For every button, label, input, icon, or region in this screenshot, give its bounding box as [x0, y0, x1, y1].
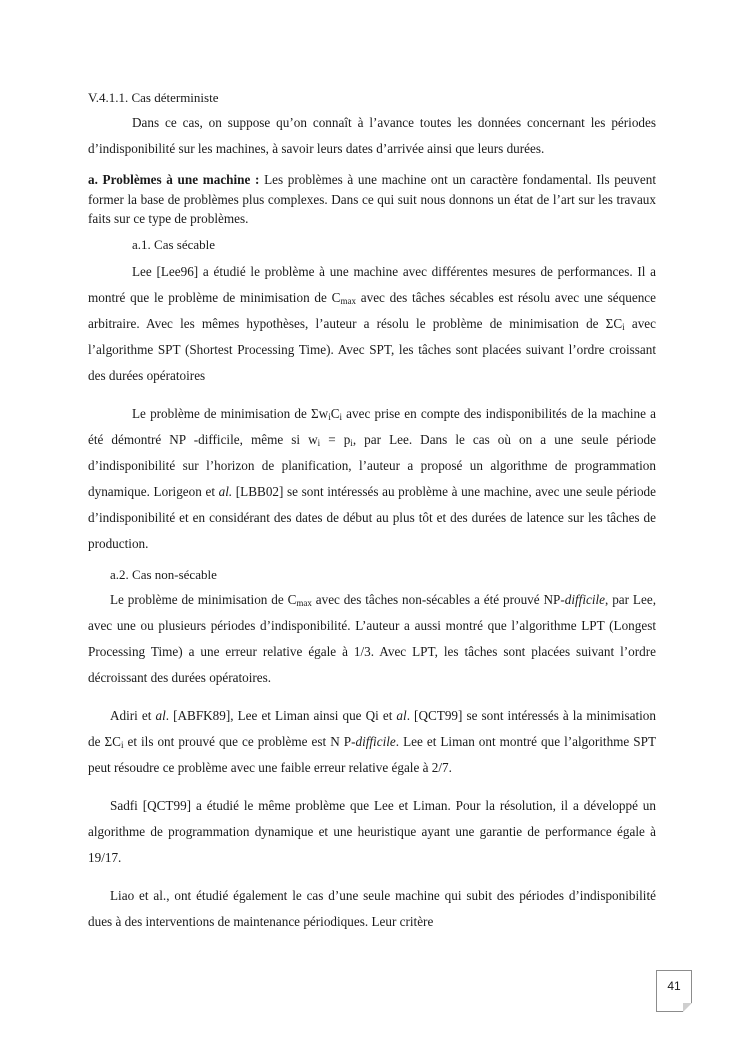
a2-paragraph-1: Le problème de minimisation de $C_{max}$ avec des tâches non-sécables a été prouvé NP-difficile, par Lee, avec une ou plusieurs périodes d’indisponibilité. L’auteur a aussi montré que l’algorithme LPT (Longest Processing Time) a une erreur relative égale à 1/3. Avec LPT, les tâches sont placées suivant l’ordre décroissant des durées opératoires.: [88, 591, 656, 685]
intro-paragraph: Dans ce cas, on suppose qu’on connaît à l’avance toutes les données concernant les périodes d’indisponibilité sur les machines, à savoir leurs dates d’arrivée ainsi que leurs durées.: [88, 115, 656, 156]
part-a-paragraph: [88, 170, 656, 229]
page-number-box: [656, 970, 692, 1012]
a1-paragraph-1: Lee [Lee96] a étudié le problème à une machine avec différentes mesures de performances. Il a montré que le problème de minimisation de $C_{max}$ avec des tâches sécables est résolu avec une séquence arbitraire. Avec les mêmes hypothèses, l’auteur a résolu le problème de minimisation de $\Sigma C_i$ avec l’algorithme SPT (Shortest Processing Time). Avec SPT, les tâches sont placées suivant l’ordre croissant des durées opératoires: [88, 263, 656, 383]
page-fold-icon: [683, 1003, 692, 1012]
document-page: [88, 88, 656, 935]
page-number: 41: [667, 979, 681, 993]
part-a-text: Les problèmes à une machine ont un caractère fondamental. Ils peuvent former la base de problèmes plus complexes. Dans ce qui suit nous donnons un état de l’art sur les travaux faits sur ce type de problèmes.: [88, 172, 656, 226]
part-a-title: a. Problèmes à une machine :: [88, 172, 260, 187]
section-heading: V.4.1.1. Cas déterministe: [88, 90, 219, 105]
a2-paragraph-3: Sadfi [QCT99] a étudié le même problème que Lee et Liman. Pour la résolution, il a développé un algorithme de programmation dynamique et une heuristique ayant une garantie de performance égale à 19/17.: [88, 797, 656, 865]
a1-paragraph-2: Le problème de minimisation de $\Sigma w_iC_i$ avec prise en compte des indisponibilités de la machine a été démontré NP -difficile, même si $w_i = p_i$, par Lee. Dans le cas où on a une seule période d’indisponibilité sur l’horizon de planification, l’auteur a proposé un algorithme de programmation dynamique. Lorigeon et al. [LBB02] se sont intéressés au problème à une machine, avec une seule période d’indisponibilité et en considérant des dates de début au plus tôt et des durées de latence sur les tâches de production.: [88, 405, 657, 551]
a2-heading: a.2. Cas non-sécable: [110, 566, 217, 582]
a1-heading: a.1. Cas sécable: [132, 236, 216, 252]
a2-paragraph-2: Adiri et al. [ABFK89], Lee et Liman ainsi que Qi et al. [QCT99] se sont intéressés à la minimisation de $\Sigma C_i$ et ils ont prouvé que ce problème est N P-difficile. Lee et Liman ont montré que l’algorithme SPT peut résoudre ce problème avec une faible erreur relative égale à 2/7.: [88, 707, 657, 775]
a2-paragraph-4: Liao et al., ont étudié également le cas d’une seule machine qui subit des périodes d’indisponibilité dues à des interventions de maintenance périodiques. Leur critère: [88, 887, 656, 929]
